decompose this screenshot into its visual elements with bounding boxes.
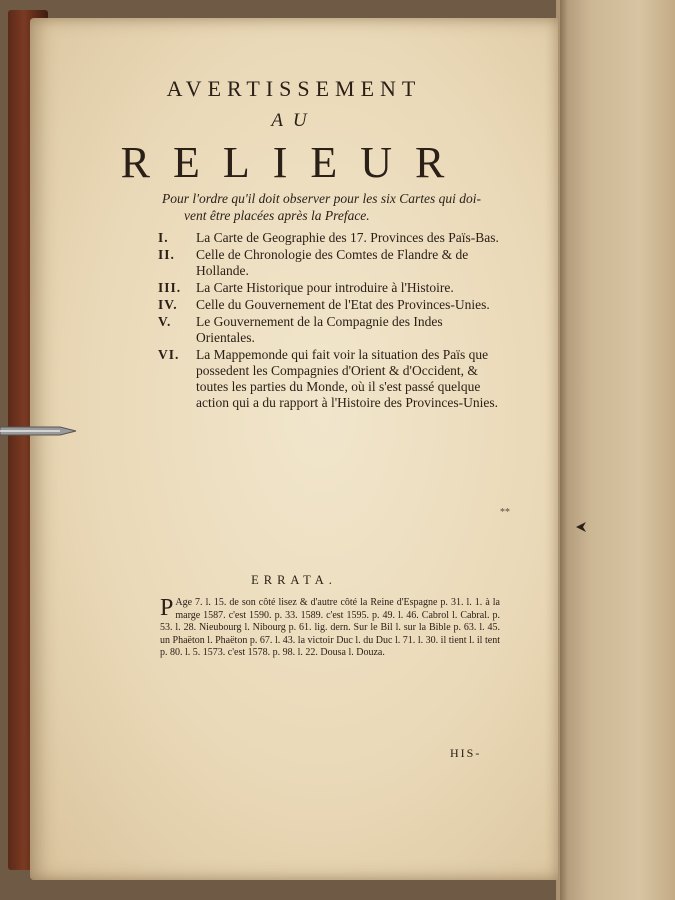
list-item — [158, 314, 504, 346]
errata-text — [160, 597, 500, 660]
heading-relieur: RELIEUR — [120, 138, 468, 187]
pen-pointer-icon — [0, 424, 78, 438]
list-item-number: V. — [158, 314, 172, 329]
errata-body: Age 7. l. 15. de son côté lisez & d'autre côté la Reine d'Espagne p. 31. l. 1. à la marge 1587. c'est 1590. p. 33. 1589. c'est 1595. p. 49. l. 46. Cabrol l. Cabral. p. 53. l. 28. Nieubourg l. Nibourg p. 61. lig. dern. Sur le Bil l. sur la Bible p. 63. l. 45. un Phaëton l. Phaëton p. 67. l. 43. la victoir Duc l. du Duc l. 71. l. 30. il tient l. il tent p. 80. l. 5. 1573. c'est 1578. p. 98. l. 22. Dousa l. Douza. — [160, 597, 500, 659]
list-item — [158, 247, 504, 279]
list-item-number: IV. — [158, 297, 178, 312]
heading-subtitle — [162, 190, 498, 224]
facing-page — [556, 0, 675, 900]
heading-au: AU — [271, 110, 317, 131]
list-item — [158, 280, 504, 296]
maps-list — [158, 230, 504, 412]
list-item — [158, 297, 504, 313]
errata-title: ERRATA. — [251, 573, 337, 587]
book-page — [30, 18, 558, 880]
subtitle-line-2: vent être placées après la Preface. — [184, 208, 370, 223]
printer-mark: ** — [500, 507, 510, 518]
list-item — [158, 347, 504, 411]
errata-drop-cap: P — [160, 595, 174, 621]
list-item-number: II. — [158, 247, 175, 262]
list-item-text: Celle de Chronologie des Comtes de Flandre & de Hollande. — [196, 247, 469, 278]
list-item-number: III. — [158, 280, 182, 295]
list-item-text: La Mappemonde qui fait voir la situation des Païs que possedent les Compagnies d'Orient & d'Occident, & toutes les parties du Monde, où il s'est passé quelque action qui a du rapport à l'Histoire des Provinces-Unies. — [196, 347, 498, 410]
subtitle-line-1: Pour l'ordre qu'il doit observer pour les six Cartes qui doi- — [162, 191, 482, 206]
list-item-number: VI. — [158, 347, 180, 362]
list-item — [158, 230, 504, 246]
page-gutter — [560, 0, 568, 900]
catchword: HIS- — [450, 746, 482, 760]
list-item-text: Le Gouvernement de la Compagnie des Indes Orientales. — [196, 314, 443, 345]
list-item-text: La Carte de Geographie des 17. Provinces des Païs-Bas. — [196, 230, 499, 245]
list-item-number: I. — [158, 230, 169, 245]
bookmark-tick-icon — [574, 520, 588, 534]
list-item-text: La Carte Historique pour introduire à l'Histoire. — [196, 280, 454, 295]
heading-avertissement: AVERTISSEMENT — [166, 76, 422, 101]
list-item-text: Celle du Gouvernement de l'Etat des Provinces-Unies. — [196, 297, 490, 312]
